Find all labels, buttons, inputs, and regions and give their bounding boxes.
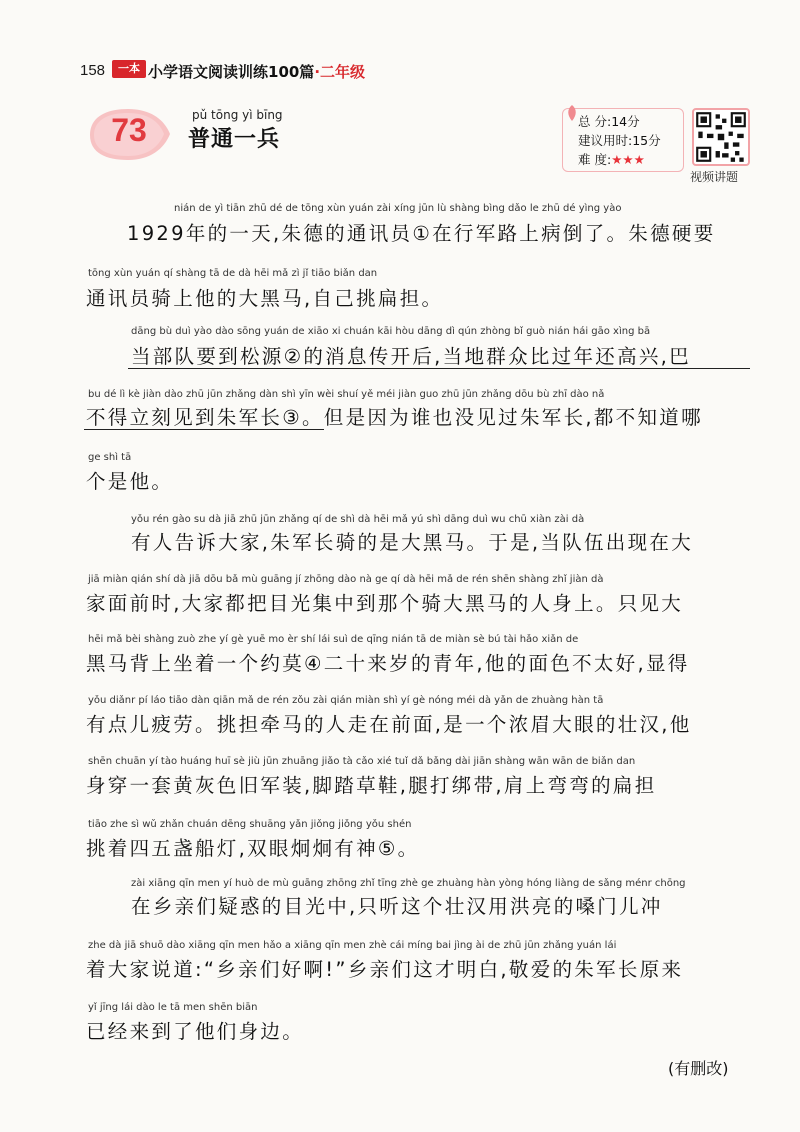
page-number: 158 xyxy=(80,62,106,79)
pinyin-line: yǒu rén gào su dà jiā zhū jūn zhǎng qí de shì dà hēi mǎ yú shì dāng duì wu chū xiàn zài dà xyxy=(131,514,585,525)
text-line: 不得立刻见到朱军长③。但是因为谁也没见过朱军长,都不知道哪 xyxy=(86,406,703,429)
book-title xyxy=(148,61,365,82)
text-line: 家面前时,大家都把目光集中到那个骑大黑马的人身上。只见大 xyxy=(86,592,684,615)
text-line: 有人告诉大家,朱军长骑的是大黑马。于是,当队伍出现在大 xyxy=(131,531,693,554)
pinyin-line: shēn chuān yí tào huáng huī sè jiù jūn zhuāng jiǎo tà cǎo xié tuǐ dǎ bǎng dài jiān shàng wān wān de biǎn dan xyxy=(88,756,636,767)
pinyin-line: dāng bù duì yào dào sōng yuán de xiāo xi chuán kāi hòu dāng dì qún zhòng bǐ guò nián hái gāo xìng bā xyxy=(131,326,651,337)
underline xyxy=(84,429,324,430)
difficulty-stars: ★★★ xyxy=(611,152,645,167)
pinyin-line: yǐ jīng lái dào le tā men shēn biān xyxy=(88,1002,258,1013)
lesson-number: 73 xyxy=(111,112,147,148)
pinyin-line: yǒu diǎnr pí láo tiāo dàn qiān mǎ de rén zǒu zài qián miàn shì yí gè nóng méi dà yǎn de zhuàng hàn tā xyxy=(88,695,604,706)
text-line: 已经来到了他们身边。 xyxy=(86,1020,305,1043)
leaf-icon xyxy=(566,104,578,122)
pinyin-line: jiā miàn qián shí dà jiā dōu bǎ mù guāng jí zhōng dào nà ge qí dà hēi mǎ de rén shēn shàng zhǐ jiàn dà xyxy=(88,574,604,585)
total-score-label: 总 分: xyxy=(578,114,612,129)
text-line: 通讯员骑上他的大黑马,自己挑扁担。 xyxy=(86,287,444,310)
lesson-title-pinyin: pǔ tōng yì bīng xyxy=(192,108,283,122)
difficulty-row xyxy=(578,150,645,168)
text-line: 1929年的一天,朱德的通讯员①在行军路上病倒了。朱德硬要 xyxy=(127,222,716,245)
pinyin-line: hēi mǎ bèi shàng zuò zhe yí gè yuē mo èr shí lái suì de qīng nián tā de miàn sè bú tài hǎo xiǎn de xyxy=(88,634,579,645)
suggested-time-row xyxy=(578,131,661,149)
pinyin-line: tiāo zhe sì wǔ zhǎn chuán dēng shuāng yǎn jiǒng jiǒng yǒu shén xyxy=(88,819,412,830)
text-line: 身穿一套黄灰色旧军装,脚踏草鞋,腿打绑带,肩上弯弯的扁担 xyxy=(86,774,657,797)
text-line: 黑马背上坐着一个约莫④二十来岁的青年,他的面色不太好,显得 xyxy=(86,652,690,675)
text-line: 当部队要到松源②的消息传开后,当地群众比过年还高兴,巴 xyxy=(131,345,691,368)
difficulty-label: 难 度: xyxy=(578,152,612,167)
text-line: 着大家说道:“乡亲们好啊!”乡亲们这才明白,敬爱的朱军长原来 xyxy=(86,958,684,981)
text-line: 个是他。 xyxy=(86,470,174,493)
total-score-row xyxy=(578,112,640,130)
book-grade: ·二年级 xyxy=(314,63,366,81)
text-line: 在乡亲们疑惑的目光中,只听这个壮汉用洪亮的嗓门儿冲 xyxy=(131,895,663,918)
pinyin-line: bu dé lì kè jiàn dào zhū jūn zhǎng dàn shì yīn wèi shuí yě méi jiàn guo zhū jūn zhǎng dōu bù zhī dào nǎ xyxy=(88,389,605,400)
brand-logo: 一本 xyxy=(112,60,146,78)
book-title-text: 小学语文阅读训练100篇 xyxy=(148,63,315,81)
qr-caption: 视频讲题 xyxy=(690,170,739,184)
edit-note: (有删改) xyxy=(668,1059,729,1078)
suggested-time-value: 15分 xyxy=(632,133,661,148)
text-line: 挑着四五盏船灯,双眼炯炯有神⑤。 xyxy=(86,837,420,860)
underline xyxy=(128,368,750,369)
pinyin-line: ge shì tā xyxy=(88,452,132,463)
total-score-value: 14分 xyxy=(611,114,640,129)
suggested-time-label: 建议用时: xyxy=(578,133,633,148)
pinyin-line: nián de yì tiān zhū dé de tōng xùn yuán zài xíng jūn lù shàng bìng dǎo le zhū dé yìng yào xyxy=(174,203,622,214)
pinyin-line: tōng xùn yuán qí shàng tā de dà hēi mǎ zì jǐ tiāo biǎn dan xyxy=(88,268,378,279)
text-line: 有点儿疲劳。挑担牵马的人走在前面,是一个浓眉大眼的壮汉,他 xyxy=(86,713,692,736)
pinyin-line: zài xiāng qīn men yí huò de mù guāng zhōng zhǐ tīng zhè ge zhuàng hàn yòng hóng liàng de sǎng ménr chōng xyxy=(131,878,686,889)
lesson-title: 普通一兵 xyxy=(188,127,281,152)
pinyin-line: zhe dà jiā shuō dào xiāng qīn men hǎo a xiāng qīn men zhè cái míng bai jìng ài de zhū jūn zhǎng yuán lái xyxy=(88,940,617,951)
qr-code-icon[interactable] xyxy=(692,108,750,166)
